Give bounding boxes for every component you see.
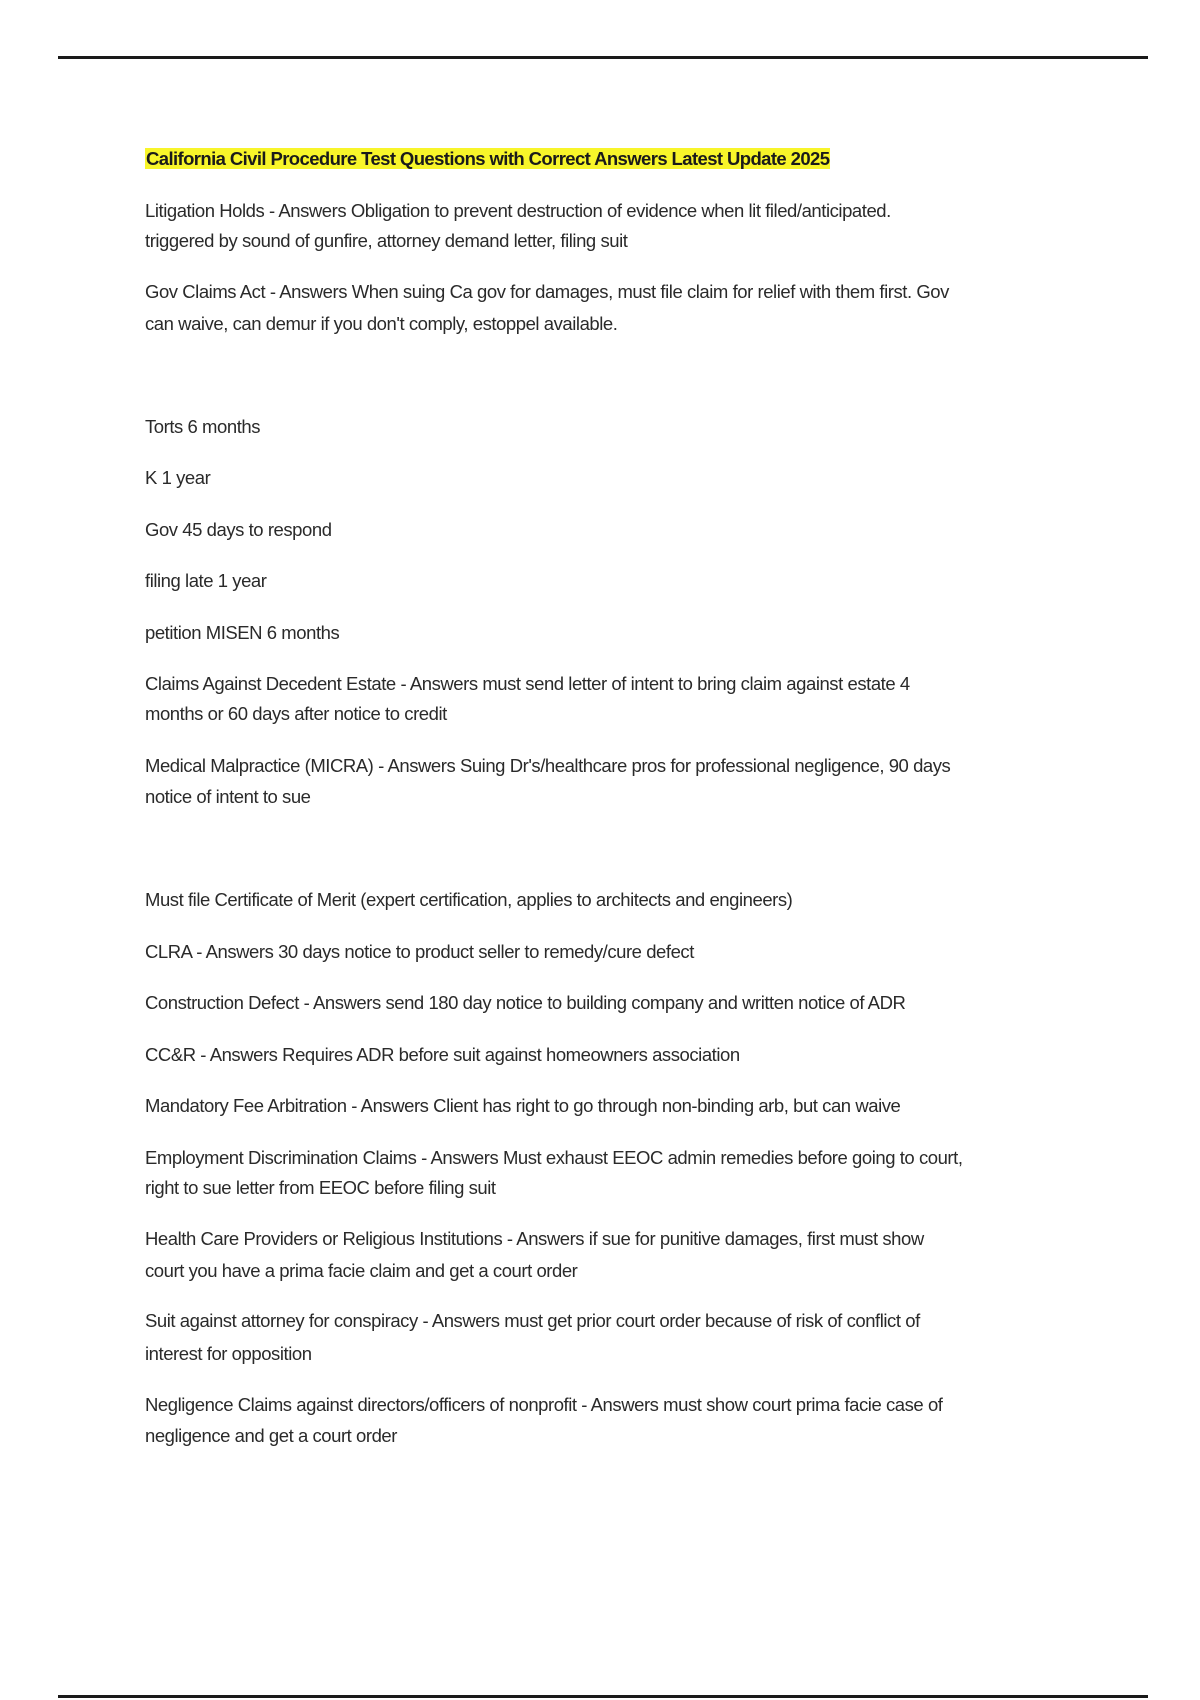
paragraph-line: Medical Malpractice (MICRA) - Answers Suing Dr's/healthcare pros for professional negligence, 90 days [145, 755, 951, 776]
paragraph-line: filing late 1 year [145, 570, 267, 591]
paragraph-line: Construction Defect - Answers send 180 day notice to building company and written notice of ADR [145, 992, 906, 1013]
paragraph-line: Suit against attorney for conspiracy - Answers must get prior court order because of risk of conflict of [145, 1310, 920, 1331]
paragraph-line: interest for opposition [145, 1343, 312, 1364]
paragraph-line: right to sue letter from EEOC before filing suit [145, 1177, 496, 1198]
paragraph-line: Litigation Holds - Answers Obligation to prevent destruction of evidence when lit filed/anticipated. [145, 200, 891, 221]
paragraph-line: Claims Against Decedent Estate - Answers must send letter of intent to bring claim against estate 4 [145, 673, 910, 694]
paragraph-line: Negligence Claims against directors/officers of nonprofit - Answers must show court prima facie case of [145, 1394, 943, 1415]
paragraph-line: Employment Discrimination Claims - Answers Must exhaust EEOC admin remedies before going to court, [145, 1147, 963, 1168]
paragraph-line: Gov 45 days to respond [145, 519, 332, 540]
document-title: California Civil Procedure Test Questions with Correct Answers Latest Update 2025 [146, 148, 830, 169]
paragraph-line: Must file Certificate of Merit (expert certification, applies to architects and engineers) [145, 889, 793, 910]
paragraph-line: K 1 year [145, 467, 211, 488]
paragraph-line: Gov Claims Act - Answers When suing Ca gov for damages, must file claim for relief with them first. Gov [145, 281, 949, 302]
paragraph-line: court you have a prima facie claim and get a court order [145, 1260, 578, 1281]
paragraph-line: months or 60 days after notice to credit [145, 703, 447, 724]
document-title-line [145, 147, 830, 171]
paragraph-line: triggered by sound of gunfire, attorney demand letter, filing suit [145, 230, 628, 251]
paragraph-line: Mandatory Fee Arbitration - Answers Client has right to go through non-binding arb, but can waive [145, 1095, 901, 1116]
paragraph-line: can waive, can demur if you don't comply, estoppel available. [145, 313, 618, 334]
footer-rule [58, 1695, 1148, 1698]
paragraph-line: Health Care Providers or Religious Institutions - Answers if sue for punitive damages, first must show [145, 1228, 924, 1249]
paragraph-line: CLRA - Answers 30 days notice to product seller to remedy/cure defect [145, 941, 694, 962]
paragraph-line: negligence and get a court order [145, 1425, 397, 1446]
paragraph-line: CC&R - Answers Requires ADR before suit against homeowners association [145, 1044, 740, 1065]
header-rule [58, 56, 1148, 59]
paragraph-line: notice of intent to sue [145, 786, 311, 807]
paragraph-line: Torts 6 months [145, 416, 261, 437]
paragraph-line: petition MISEN 6 months [145, 622, 340, 643]
